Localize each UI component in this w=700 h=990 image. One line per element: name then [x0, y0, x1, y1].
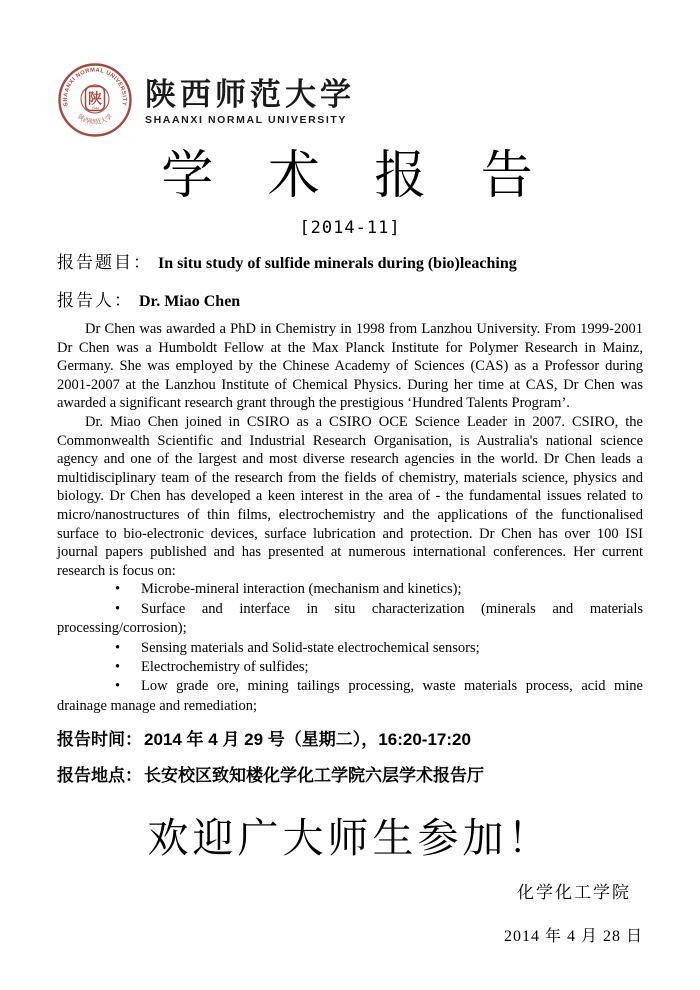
university-logo [57, 0, 643, 138]
university-seal-icon [57, 62, 133, 138]
welcome-message: 欢迎广大师生参加！ [147, 814, 553, 863]
university-name-cn: 陕西师范大学 [145, 76, 355, 113]
page-title: 学 术 报 告 [161, 146, 539, 206]
seal-year: 1944 [91, 106, 99, 111]
bullet-text: Electrochemistry of sulfides; [141, 658, 309, 675]
seal-ring-bottom-text: 陕西师范大学 [76, 112, 114, 127]
footer-org: 化学化工学院 [517, 883, 631, 902]
footer-date: 2014 年 4 月 28 日 [503, 928, 643, 945]
speaker-row [57, 289, 643, 314]
list-item [57, 580, 643, 599]
topic-value: In situ study of sulfide minerals during (bio)leaching [158, 255, 517, 272]
list-item [57, 639, 643, 658]
seal-center-char: 陕 [88, 92, 102, 108]
bullet-text: Low grade ore, mining tailings processing, waste materials process, acid mine drainage manage and remediation; [57, 678, 643, 714]
speaker-label: 报告人： [57, 291, 133, 310]
university-wordmark [145, 76, 355, 126]
bullet-text: Microbe-mineral interaction (mechanism and kinetics); [141, 581, 462, 598]
bullet-text: Sensing materials and Solid-state electrochemical sensors; [141, 639, 480, 656]
bullet-icon: • [115, 639, 121, 656]
issue-number: [2014-11] [299, 218, 401, 238]
venue-row [57, 764, 643, 788]
venue-value: 长安校区致知楼化学化工学院六层学术报告厅 [144, 766, 484, 786]
venue-label: 报告地点： [57, 766, 142, 786]
list-item [57, 600, 643, 639]
bullet-icon: • [115, 658, 121, 675]
bullet-icon: • [115, 581, 121, 598]
bullet-icon: • [115, 678, 121, 695]
seal-ring-top-text: SHAANXI NORMAL UNIVERSITY [62, 67, 128, 107]
topic-label: 报告题目： [57, 253, 152, 272]
bullet-icon: • [115, 600, 121, 617]
university-name-en: SHAANXI NORMAL UNIVERSITY [145, 113, 347, 126]
bullet-text: Surface and interface in situ characterization (minerals and materials processing/corrosion); [57, 600, 643, 637]
speaker-biography [57, 320, 643, 580]
time-value: 2014 年 4 月 29 号（星期二），16:20-17:20 [144, 730, 471, 750]
time-label: 报告时间： [57, 730, 142, 750]
list-item [57, 658, 643, 677]
list-item [57, 677, 643, 716]
research-focus-list [57, 580, 643, 716]
topic-row [57, 251, 643, 276]
bio-paragraph: Dr Chen was awarded a PhD in Chemistry in 1998 from Lanzhou University. From 1999-2001 Dr Chen was a Humboldt Fellow at the Max Planck Institute for Polymer Research in Mainz, Germany. She was employed by the Chinese Academy of Sciences (CAS) as a Professor during 2001-2007 at the Lanzhou Institute of Chemical Physics. During her time at CAS, Dr Chen was awarded a significant research grant through the prestigious ‘Hundred Talents Program’. [57, 321, 643, 412]
bio-paragraph: Dr. Miao Chen joined in CSIRO as a CSIRO OCE Science Leader in 2007. CSIRO, the Commonwealth Scientific and Industrial Research Organisation, is Australia's national science agency and one of the largest and most diverse research agencies in the world. Dr Chen leads a multidisciplinary team of the research from the fields of chemistry, materials science, physics and biology. Dr Chen has developed a keen interest in the area of - the fundamental issues related to micro/nanostructures of thin films, electrochemistry and the applications of the functionalised surface to bio-electronic devices, surface lubrication and protection. Dr Chen has over 100 ISI journal papers published and has presented at numerous international conferences. Her current research is focus on: [57, 413, 643, 579]
time-row [57, 728, 643, 752]
speaker-value: Dr. Miao Chen [139, 293, 241, 310]
footer [343, 878, 643, 990]
